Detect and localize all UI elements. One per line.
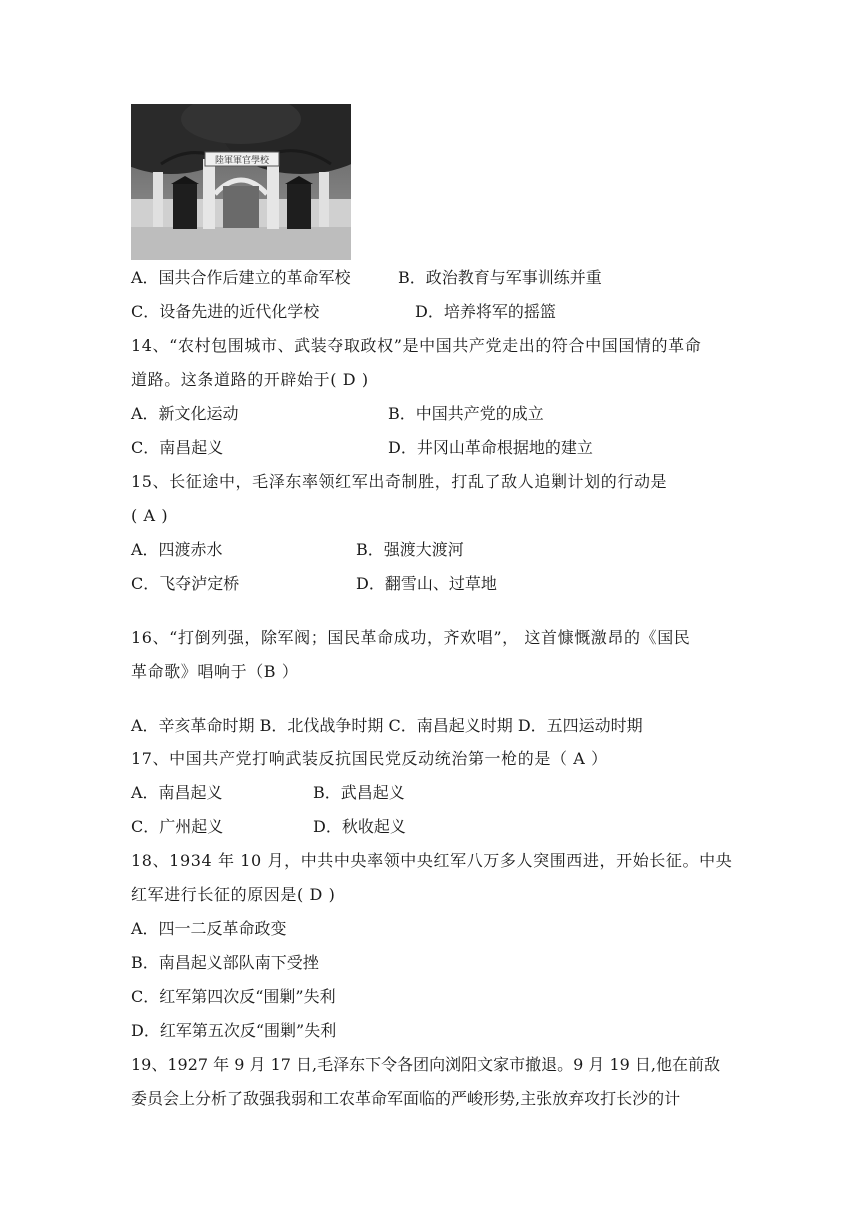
q14-stem-line1: 14、“农村包围城市、武装夺取政权”是中国共产党走出的符合中国国情的革命: [131, 336, 702, 355]
q19-stem-line1: 19、1927 年 9 月 17 日,毛泽东下令各团向浏阳文家市撤退。9 月 19 日,他在前敌: [131, 1055, 721, 1074]
q17-stem-line1: 17、中国共产党打响武装反抗国民党反动统治第一枪的是（ A ）: [131, 749, 608, 768]
gate-photo-graphic: [131, 104, 351, 260]
q13-option-d: D．培养将军的摇篮: [415, 302, 556, 321]
q18-stem-line1: 18、1934 年 10 月，中共中央率领中央红军八万多人突围西进，开始长征。中央: [131, 851, 733, 870]
q18-option-c: C．红军第四次反“围剿”失利: [131, 987, 336, 1006]
q14-stem-line2: 道路。这条道路的开辟始于( D ): [131, 370, 369, 389]
q14-option-a: A．新文化运动: [131, 404, 239, 423]
q13-option-c: C．设备先进的近代化学校: [131, 302, 320, 321]
q15-option-a: A．四渡赤水: [131, 540, 223, 559]
q15-stem-line1: 15、长征途中，毛泽东率领红军出奇制胜，打乱了敌人追剿计划的行动是: [131, 472, 668, 491]
academy-gate-photo: [131, 104, 351, 260]
q18-option-d: D．红军第五次反“围剿”失利: [131, 1021, 337, 1040]
q17-option-b: B．武昌起义: [313, 783, 405, 802]
q18-stem-line2: 红军进行长征的原因是( D ): [131, 885, 336, 904]
q17-option-d: D．秋收起义: [313, 817, 406, 836]
q19-stem-line2: 委员会上分析了敌强我弱和工农革命军面临的严峻形势,主张放弃攻打长沙的计: [131, 1089, 681, 1108]
q18-option-b: B．南昌起义部队南下受挫: [131, 953, 319, 972]
q15-stem-line2: ( A ): [131, 506, 169, 525]
q13-option-b: B．政治教育与军事训练并重: [398, 268, 602, 287]
q15-option-c: C．飞夺泸定桥: [131, 574, 240, 593]
q17-option-a: A．南昌起义: [131, 783, 223, 802]
q14-option-c: C．南昌起义: [131, 438, 224, 457]
q16-stem-line1: 16、“打倒列强，除军阀；国民革命成功，齐欢唱”， 这首慷慨激昂的《国民: [131, 628, 691, 647]
q16-stem-line2: 革命歌》唱响于（B ）: [131, 662, 299, 681]
q16-options: A．辛亥革命时期 B．北伐战争时期 C．南昌起义时期 D．五四运动时期: [131, 716, 643, 735]
q14-option-d: D．井冈山革命根据地的建立: [388, 438, 593, 457]
q15-option-b: B．强渡大渡河: [356, 540, 464, 559]
q15-option-d: D．翻雪山、过草地: [356, 574, 497, 593]
q17-option-c: C．广州起义: [131, 817, 224, 836]
q18-option-a: A．四一二反革命政变: [131, 919, 287, 938]
q14-option-b: B．中国共产党的成立: [388, 404, 544, 423]
gate-sign-text: 陸軍軍官學校: [214, 156, 270, 166]
q13-option-a: A．国共合作后建立的革命军校: [131, 268, 351, 287]
